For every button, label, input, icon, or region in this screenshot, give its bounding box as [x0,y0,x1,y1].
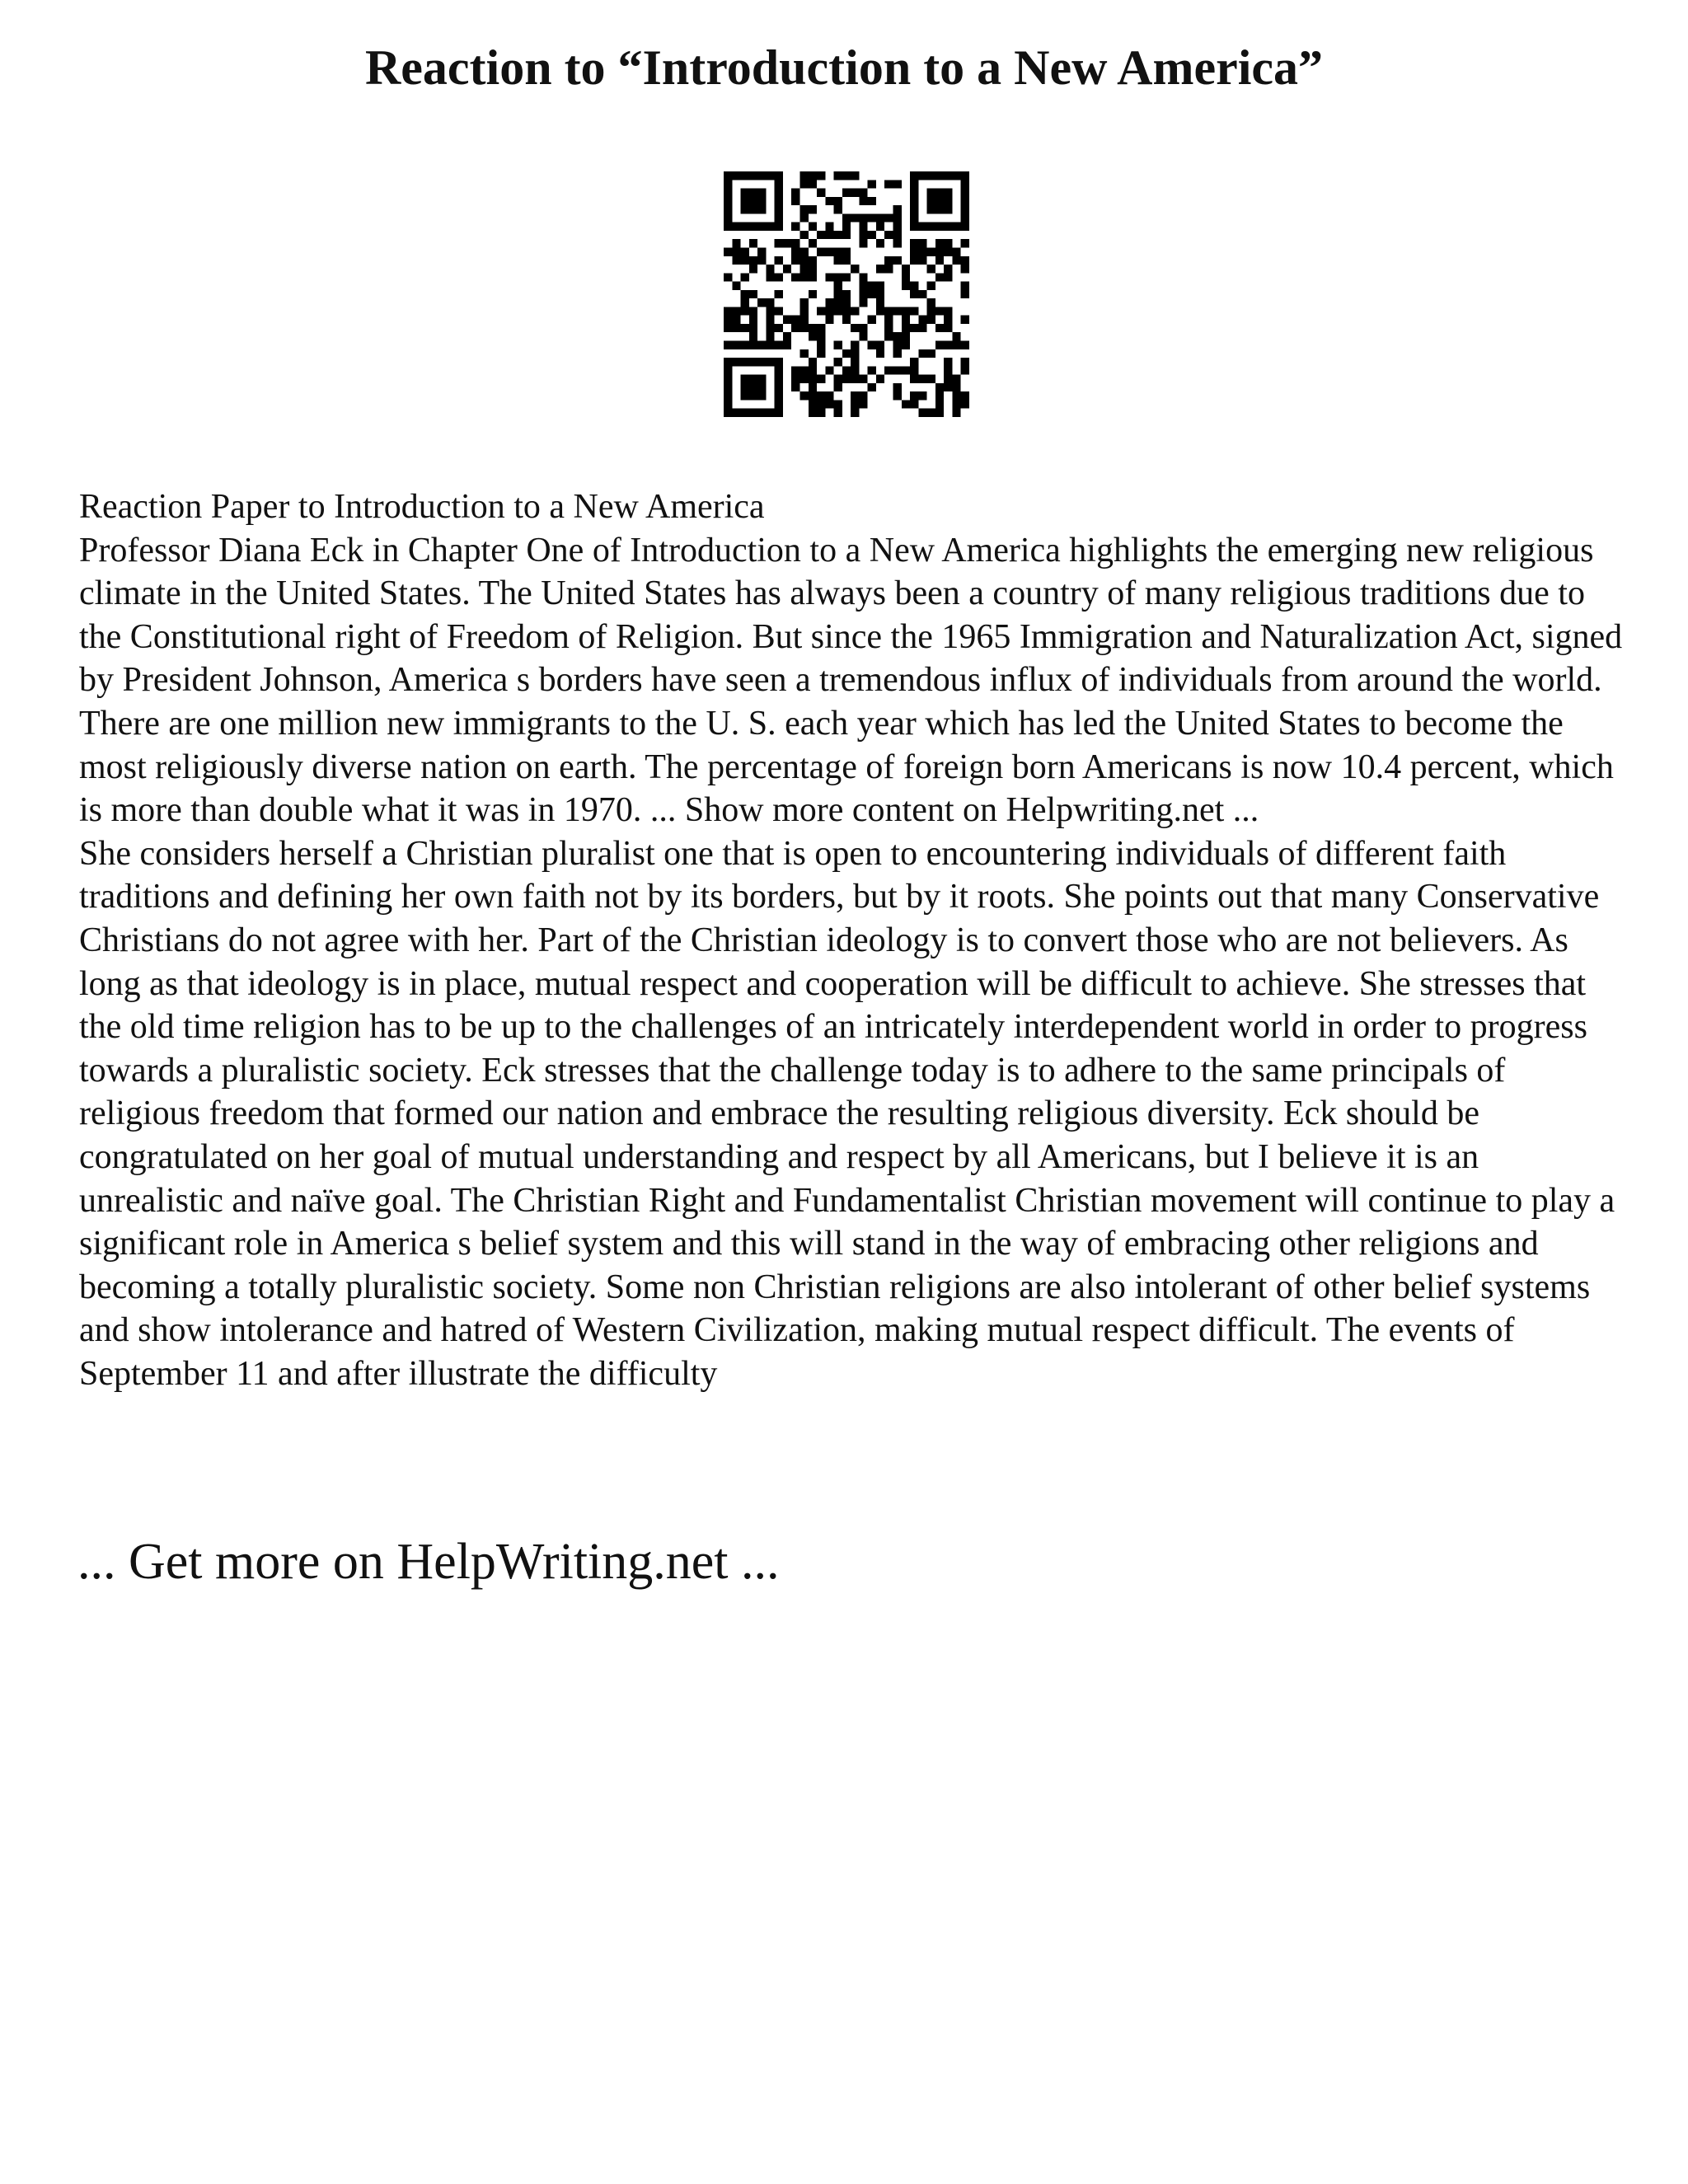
get-more-link[interactable]: ... Get more on HelpWriting.net ... [77,1534,780,1590]
document-subtitle: Reaction Paper to Introduction to a New America [79,488,765,526]
paragraph-2: She considers herself a Christian pluralist one that is open to encountering individuals of different faith traditions and defining her own faith not by its borders, but by it roots. She points out that many Conservative Christians do not agree with her. Part of the Christian ideology is to convert those who are not believers. As long as that ideology is in place, mutual respect and cooperation will be difficult to achieve. She stresses that the old time religion has to be up to the challenges of an intricately interdependent world in order to progress towards a pluralistic society. Eck stresses that the challenge today is to adhere to the same principals of religious freedom that formed our nation and embrace the resulting religious diversity. Eck should be congratulated on her goal of mutual understanding and respect by all Americans, but I believe it is an unrealistic and naïve goal. The Christian Right and Fundamentalist Christian movement will continue to play a significant role in America s belief system and this will stand in the way of embracing other religions and becoming a totally pluralistic society. Some non Christian religions are also intolerant of other belief systems and show intolerance and hatred of Western Civilization, making mutual respect difficult. The events of September 11 and after illustrate the difficulty [79,834,1615,1393]
paragraph-1: Professor Diana Eck in Chapter One of Introduction to a New America highlights the emerging new religious climate in the United States. The United States has always been a country of many religious traditions due to the Constitutional right of Freedom of Religion. But since the 1965 Immigration and Naturalization Act, signed by President Johnson, America s borders have seen a tremendous influx of individuals from around the world. There are one million new immigrants to the U. S. each year which has led the United States to become the most religiously diverse nation on earth. The percentage of foreign born Americans is now 10.4 percent, which is more than double what it was in 1970. ... Show more content on Helpwriting.net ... [79,531,1623,830]
document-body [79,485,1629,1395]
document-title: Reaction to “Introduction to a New America” [364,40,1324,95]
qr-code-icon [724,171,969,417]
